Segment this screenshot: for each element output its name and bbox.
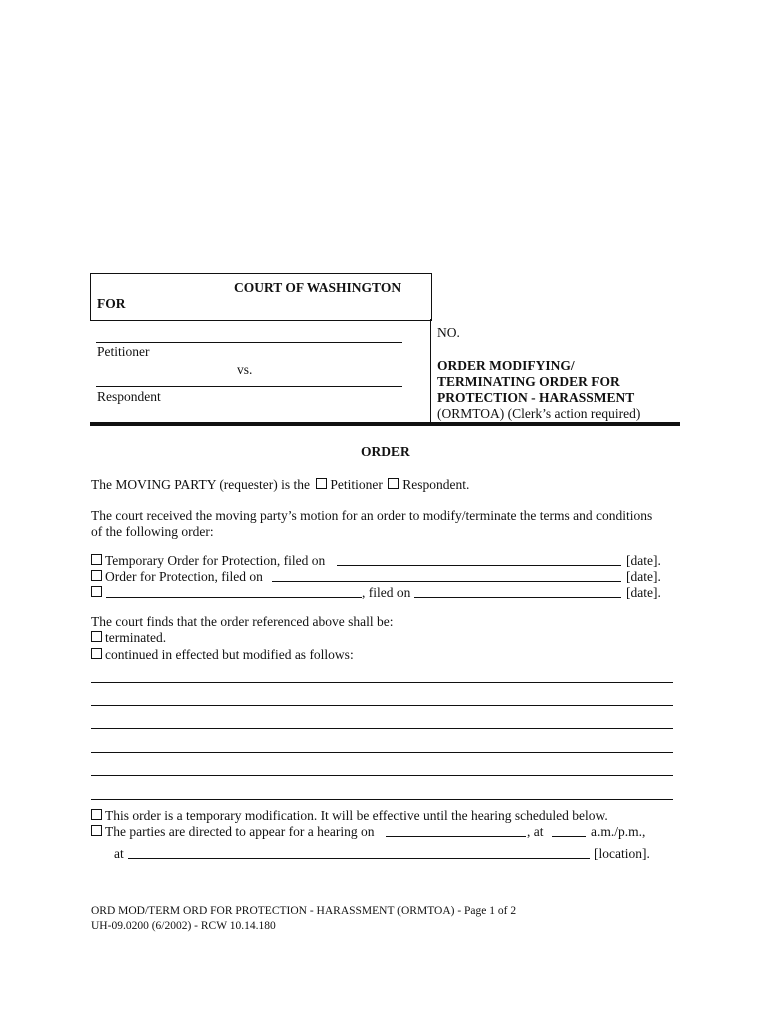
order-checkbox[interactable] <box>91 570 102 581</box>
terminated-row <box>91 630 166 646</box>
order-subtitle: (ORMTOA) (Clerk’s action required) <box>437 406 641 421</box>
findings-text: The court finds that the order referenced above shall be: <box>91 614 394 629</box>
hearing-label: The parties are directed to appear for a hearing on <box>105 824 375 839</box>
modification-line[interactable] <box>91 728 673 729</box>
date-field[interactable] <box>414 585 621 598</box>
petitioner-option-label: Petitioner <box>330 477 383 492</box>
order-checkbox[interactable] <box>91 586 102 597</box>
location-at-label: at <box>114 846 124 861</box>
modification-line[interactable] <box>91 775 673 776</box>
continued-checkbox[interactable] <box>91 648 102 659</box>
terminated-checkbox[interactable] <box>91 631 102 642</box>
date-suffix: [date]. <box>626 553 661 568</box>
date-suffix: [date]. <box>626 569 661 584</box>
motion-text-line1: The court received the moving party’s motion for an order to modify/terminate the terms and conditions <box>91 508 653 523</box>
location-row <box>114 846 654 862</box>
order-title-line1: ORDER MODIFYING/ <box>437 358 575 373</box>
footer-line1: ORD MOD/TERM ORD FOR PROTECTION - HARASSMENT (ORMTOA) - Page 1 of 2 <box>91 905 517 917</box>
order-type-field[interactable] <box>106 585 362 598</box>
date-field[interactable] <box>272 569 621 582</box>
petitioner-label: Petitioner <box>97 344 150 359</box>
location-field[interactable] <box>128 846 590 859</box>
caption-thick-rule <box>90 422 680 426</box>
moving-party-text: The MOVING PARTY (requester) is the <box>91 477 311 492</box>
hearing-row <box>91 824 671 840</box>
caption-divider <box>430 319 431 423</box>
order-label: Temporary Order for Protection, filed on <box>105 553 326 568</box>
date-suffix: [date]. <box>626 585 661 600</box>
court-title: COURT OF WASHINGTON <box>234 280 402 295</box>
hearing-ampm-label: a.m./p.m., <box>591 824 646 839</box>
modification-line[interactable] <box>91 799 673 800</box>
hearing-at-label: , at <box>527 824 544 839</box>
moving-party-row <box>91 477 469 493</box>
modification-line[interactable] <box>91 752 673 753</box>
order-row-other <box>91 585 671 601</box>
order-label: Order for Protection, filed on <box>105 569 263 584</box>
footer-line2: UH-09.0200 (6/2002) - RCW 10.14.180 <box>91 920 276 932</box>
temporary-label: This order is a temporary modification. It will be effective until the hearing scheduled below. <box>105 808 608 823</box>
temporary-row <box>91 808 608 824</box>
order-row-protection <box>91 569 671 585</box>
order-checkbox[interactable] <box>91 554 102 565</box>
motion-text-line2: of the following order: <box>91 524 214 539</box>
terminated-label: terminated. <box>105 630 167 645</box>
continued-row <box>91 647 354 663</box>
vs-label: vs. <box>237 362 253 377</box>
hearing-checkbox[interactable] <box>91 825 102 836</box>
order-heading: ORDER <box>361 444 410 459</box>
order-title-line3: PROTECTION - HARASSMENT <box>437 390 635 405</box>
order-label: , filed on <box>362 585 411 600</box>
respondent-option-label: Respondent. <box>402 477 470 492</box>
date-field[interactable] <box>337 553 621 566</box>
for-label: FOR <box>97 296 126 311</box>
continued-label: continued in effected but modified as follows: <box>105 647 354 662</box>
respondent-line[interactable] <box>96 386 402 387</box>
petitioner-line[interactable] <box>96 342 402 343</box>
petitioner-checkbox[interactable] <box>316 478 327 489</box>
modification-line[interactable] <box>91 705 673 706</box>
respondent-label: Respondent <box>97 389 161 404</box>
location-suffix: [location]. <box>594 846 650 861</box>
case-number-label: NO. <box>437 325 460 340</box>
hearing-time-field[interactable] <box>552 824 586 837</box>
temporary-checkbox[interactable] <box>91 809 102 820</box>
respondent-checkbox[interactable] <box>388 478 399 489</box>
hearing-date-field[interactable] <box>386 824 526 837</box>
modification-line[interactable] <box>91 682 673 683</box>
order-row-temporary <box>91 553 671 569</box>
order-title-line2: TERMINATING ORDER FOR <box>437 374 620 389</box>
